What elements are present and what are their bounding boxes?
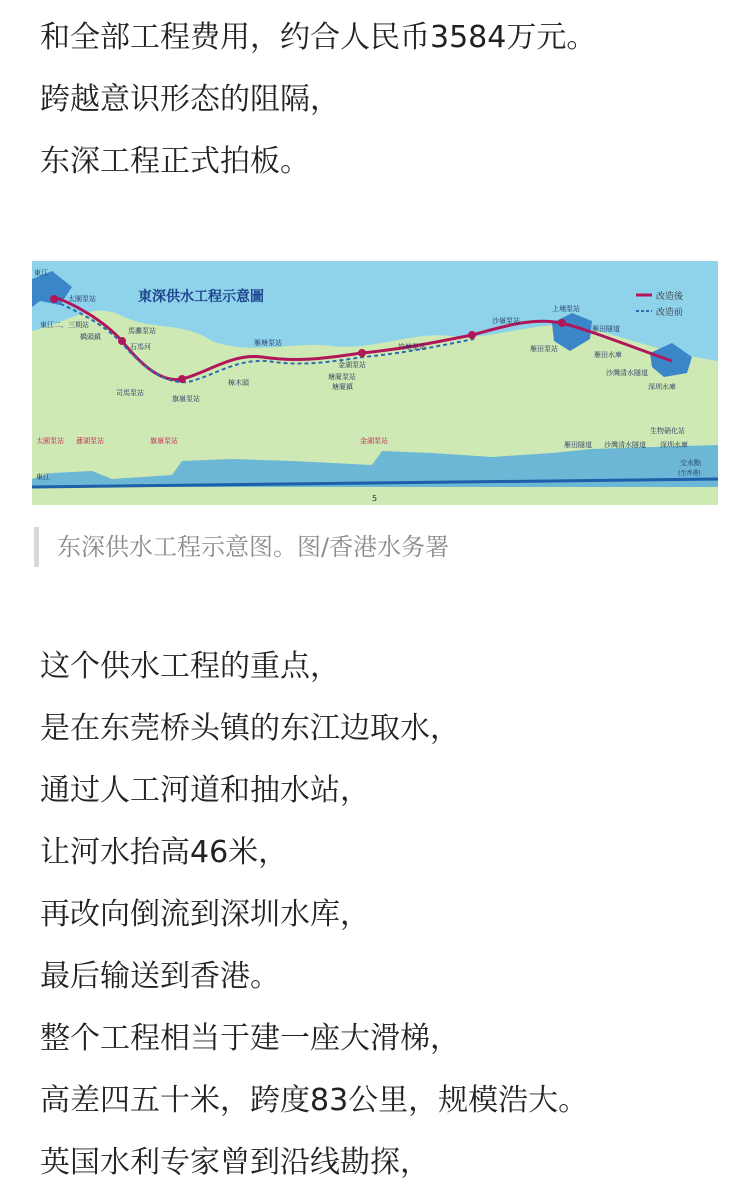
text-line: 整个工程相当于建一座大滑梯，	[40, 1021, 460, 1056]
text-line: 让河水抬高46米，	[40, 835, 289, 870]
figure-caption: 东深供水工程示意图。图/香港水务署	[34, 527, 750, 567]
map-label-qiaotou: 橋頭鎮	[80, 333, 101, 341]
map-label-shima-river: 石馬河	[130, 343, 151, 351]
map-label-shangpu: 上埔泵站	[552, 305, 580, 313]
profile-label-bio-station: 生物硝化站	[650, 427, 685, 435]
map-label-zhulin: 竹塘泵站	[398, 343, 426, 351]
profile-label-delivery: 交水點	[680, 459, 701, 467]
map-label-yantian-reservoir: 雁田水庫	[594, 351, 622, 359]
diagram-title: 東深供水工程示意圖	[138, 289, 264, 305]
intro-paragraph	[0, 0, 750, 193]
text-line: 通过人工河道和抽水站，	[40, 773, 370, 808]
map-label-shenzhen-reservoir: 深圳水庫	[648, 383, 676, 391]
map-label-zhangmutou: 樟木頭	[228, 379, 249, 387]
map-label-mapo: 馬灘泵站	[128, 327, 156, 335]
text-line: 再改向倒流到深圳水库，	[40, 897, 370, 932]
map-label-dongjiang-stations: 東江二、三期站	[40, 321, 89, 329]
text-line: 东深工程正式拍板。	[40, 144, 310, 179]
profile-label-yantian-tunnel: 雁田隧道	[564, 441, 592, 449]
text-line: 跨越意识形态的阻隔，	[40, 82, 340, 117]
profile-label-taiyuan: 太園泵站	[36, 437, 64, 445]
legend-after-label: 改造後	[656, 292, 684, 302]
map-label-tangxia-town: 塘廈鎮	[332, 383, 353, 391]
map-label-jinhu: 金湖泵站	[338, 361, 366, 369]
map-label-shawan-tunnel: 沙灣清水隧道	[606, 369, 648, 377]
station-marker	[178, 375, 186, 383]
station-marker	[358, 349, 366, 357]
profile-label-shawan-tunnel: 沙灣清水隧道	[604, 441, 646, 449]
station-marker	[118, 337, 126, 345]
text-line: 是在东莞桥头镇的东江边取水，	[40, 711, 460, 746]
map-label-yantang: 雁塘泵站	[254, 339, 282, 347]
profile-label-qiling: 旗嶺泵站	[150, 437, 178, 445]
text-line: 这个供水工程的重点，	[40, 649, 340, 684]
text-line: 和全部工程费用，约合人民币3584万元。	[40, 20, 597, 55]
body-paragraph	[0, 636, 750, 1194]
profile-label-lianhu: 蓮湖泵站	[76, 437, 104, 445]
map-label-tangxia: 塘廈泵站	[328, 373, 356, 381]
project-diagram-image	[32, 261, 718, 505]
legend-before-label: 改造前	[656, 308, 684, 318]
text-line: 英国水利专家曾到沿线勘探，	[40, 1145, 430, 1180]
station-marker	[558, 319, 566, 327]
text-line: 最后输送到香港。	[40, 959, 280, 994]
profile-label-dongjiang: 東江	[36, 473, 50, 481]
map-label-taiyuan: 太園泵站	[68, 295, 96, 303]
map-label-shaling: 沙嶺泵站	[492, 317, 520, 325]
map-label-yantian-station: 雁田泵站	[530, 345, 558, 353]
profile-label-delivery-sub: (至香港)	[678, 470, 701, 477]
text-line: 高差四五十米，跨度83公里，规模浩大。	[40, 1083, 589, 1118]
map-label-sima: 司馬泵站	[116, 389, 144, 397]
map-label-yantian-tunnel: 雁田隧道	[592, 325, 620, 333]
map-label-qiling: 旗嶺泵站	[172, 395, 200, 403]
profile-label-jinhu: 金湖泵站	[360, 437, 388, 445]
map-label-dongjiang: 東江	[34, 269, 48, 277]
station-marker	[50, 295, 58, 303]
profile-label-shenzhen-reservoir: 深圳水庫	[660, 441, 688, 449]
project-diagram-svg	[32, 261, 718, 505]
page-number: 5	[372, 494, 378, 503]
station-marker	[468, 331, 476, 339]
